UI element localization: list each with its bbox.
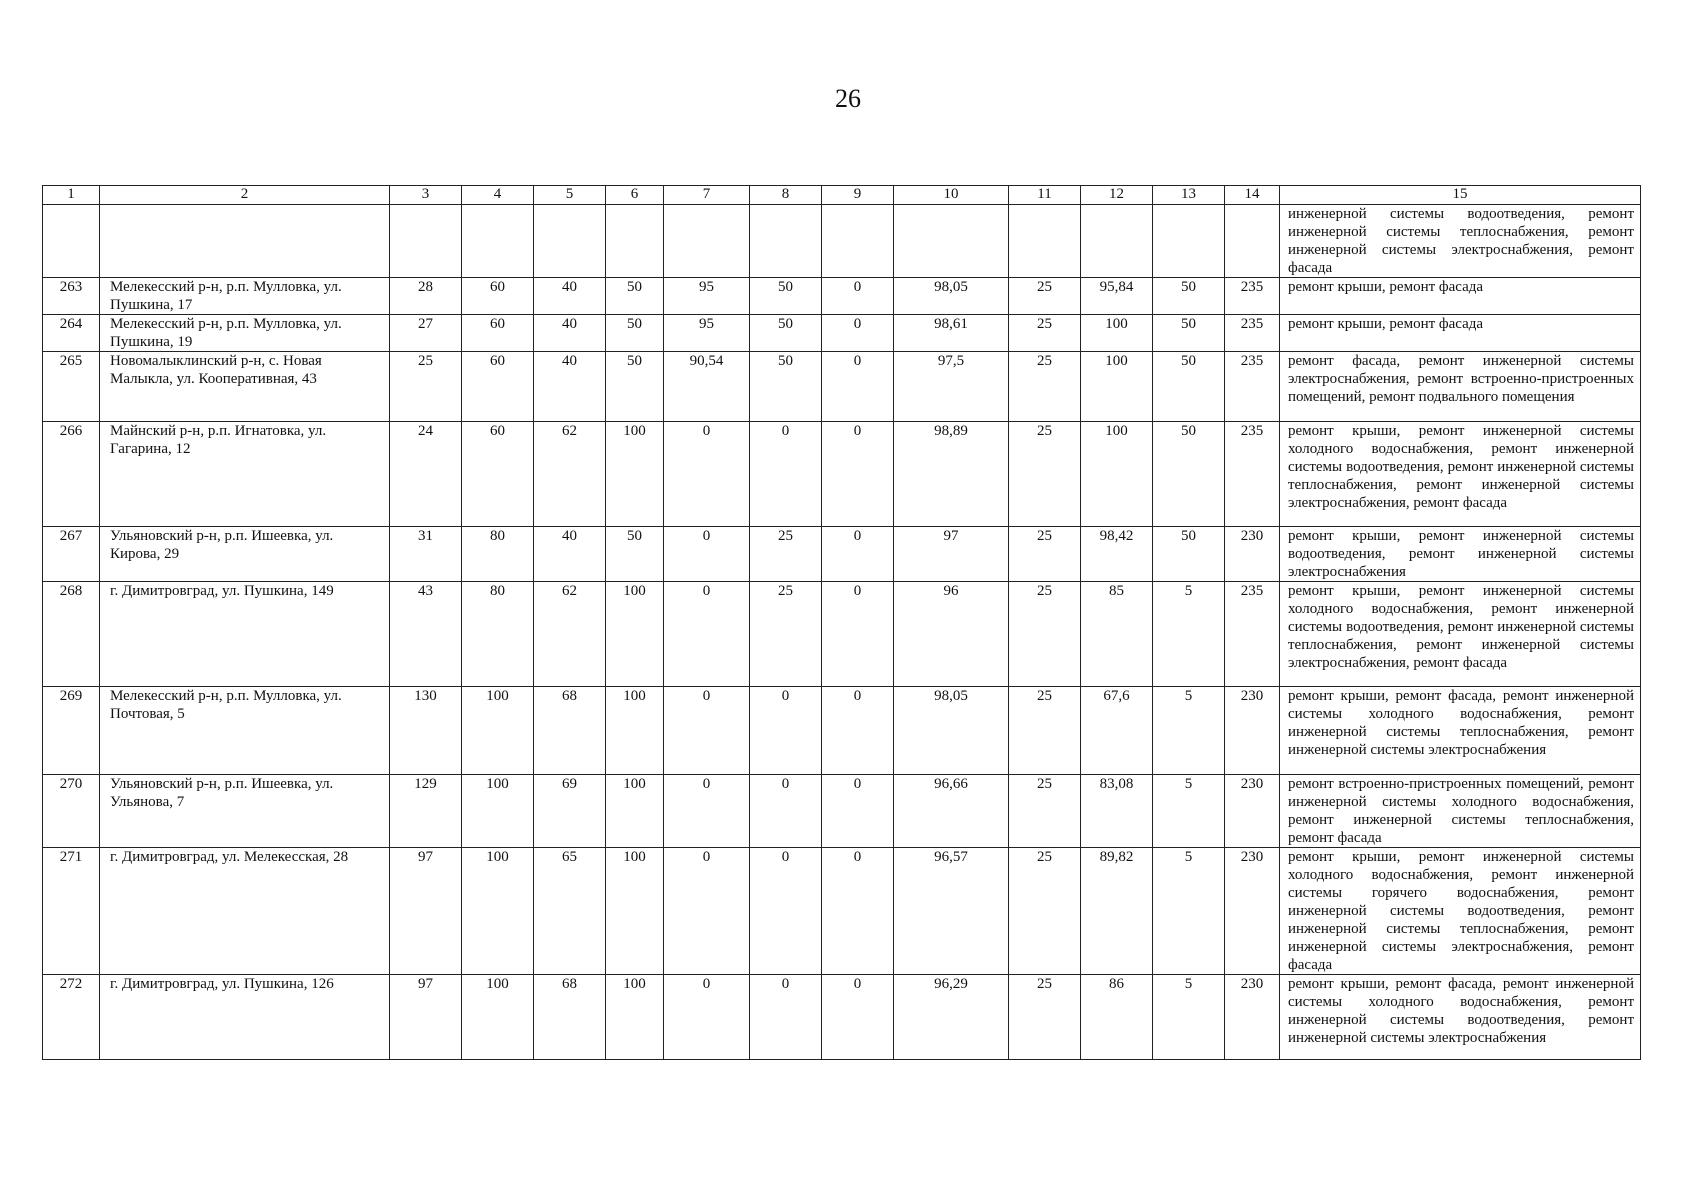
cell-col-8: 50 [750, 315, 822, 352]
cell-col-13: 5 [1153, 975, 1225, 1060]
cell-col-14: 235 [1225, 582, 1280, 687]
cell-empty [606, 205, 664, 278]
cell-col-13: 50 [1153, 527, 1225, 582]
column-header-1: 1 [43, 186, 100, 205]
cell-col-5: 40 [534, 315, 606, 352]
table-row [43, 848, 1641, 975]
cell-empty [1153, 205, 1225, 278]
cell-col-7: 0 [664, 848, 750, 975]
cell-col-8: 50 [750, 352, 822, 422]
cell-col-9: 0 [822, 352, 894, 422]
cell-col-12: 100 [1081, 352, 1153, 422]
cell-col-12: 67,6 [1081, 687, 1153, 775]
column-header-11: 11 [1009, 186, 1081, 205]
repair-schedule-table [42, 185, 1641, 1060]
column-header-4: 4 [462, 186, 534, 205]
cell-empty [894, 205, 1009, 278]
cell-empty [534, 205, 606, 278]
cell-col-7: 0 [664, 775, 750, 848]
cell-col-14: 235 [1225, 422, 1280, 527]
cell-col-10: 96,66 [894, 775, 1009, 848]
cell-col-3: 31 [390, 527, 462, 582]
cell-empty [43, 205, 100, 278]
cell-col-4: 60 [462, 278, 534, 315]
cell-col-10: 96 [894, 582, 1009, 687]
cell-work: ремонт крыши, ремонт инженерной системы холодного водоснабжения, ремонт инженерной системы водоотведения, ремонт инженерной системы теплоснабжения, ремонт инженерной системы электроснабжения, ремонт фасада [1280, 422, 1641, 527]
cell-col-5: 62 [534, 422, 606, 527]
cell-col-14: 230 [1225, 975, 1280, 1060]
cell-col-3: 25 [390, 352, 462, 422]
cell-address: г. Димитровград, ул. Мелекесская, 28 [100, 848, 390, 975]
cell-index: 266 [43, 422, 100, 527]
cell-col-13: 5 [1153, 687, 1225, 775]
cell-col-3: 27 [390, 315, 462, 352]
cell-col-6: 100 [606, 422, 664, 527]
table-row [43, 278, 1641, 315]
cell-work: ремонт крыши, ремонт инженерной системы холодного водоснабжения, ремонт инженерной системы водоотведения, ремонт инженерной системы теплоснабжения, ремонт инженерной системы электроснабжения, ремонт фасада [1280, 582, 1641, 687]
table-row [43, 775, 1641, 848]
cell-col-10: 96,57 [894, 848, 1009, 975]
column-header-3: 3 [390, 186, 462, 205]
cell-col-7: 0 [664, 687, 750, 775]
cell-work: ремонт крыши, ремонт фасада [1280, 315, 1641, 352]
cell-col-6: 50 [606, 315, 664, 352]
column-header-8: 8 [750, 186, 822, 205]
cell-col-11: 25 [1009, 775, 1081, 848]
page-number: 26 [835, 84, 861, 113]
cell-index: 271 [43, 848, 100, 975]
column-header-14: 14 [1225, 186, 1280, 205]
cell-col-8: 50 [750, 278, 822, 315]
cell-address: Ульяновский р-н, р.п. Ишеевка, ул. Кирова, 29 [100, 527, 390, 582]
cell-work: ремонт крыши, ремонт инженерной системы холодного водоснабжения, ремонт инженерной системы горячего водоснабжения, ремонт инженерной системы водоотведения, ремонт инженерной системы теплоснабжения, ремонт инженерной системы электроснабжения, ремонт фасада [1280, 848, 1641, 975]
column-number-row [43, 186, 1641, 205]
cell-col-10: 97,5 [894, 352, 1009, 422]
cell-col-4: 60 [462, 352, 534, 422]
cell-col-10: 96,29 [894, 975, 1009, 1060]
cell-col-7: 95 [664, 315, 750, 352]
cell-empty [750, 205, 822, 278]
cell-col-9: 0 [822, 975, 894, 1060]
cell-col-4: 80 [462, 582, 534, 687]
cell-col-5: 69 [534, 775, 606, 848]
cell-col-5: 40 [534, 527, 606, 582]
cell-address: г. Димитровград, ул. Пушкина, 149 [100, 582, 390, 687]
cell-col-4: 60 [462, 422, 534, 527]
cell-empty [100, 205, 390, 278]
column-header-6: 6 [606, 186, 664, 205]
table-row [43, 975, 1641, 1060]
column-header-13: 13 [1153, 186, 1225, 205]
table-row [43, 687, 1641, 775]
cell-col-5: 68 [534, 687, 606, 775]
cell-col-12: 83,08 [1081, 775, 1153, 848]
cell-col-11: 25 [1009, 975, 1081, 1060]
cell-col-13: 50 [1153, 352, 1225, 422]
cell-empty [1009, 205, 1081, 278]
cell-col-6: 100 [606, 848, 664, 975]
continuation-row [43, 205, 1641, 278]
cell-col-12: 100 [1081, 315, 1153, 352]
cell-col-13: 5 [1153, 848, 1225, 975]
cell-col-6: 50 [606, 527, 664, 582]
cell-col-10: 98,05 [894, 687, 1009, 775]
column-header-12: 12 [1081, 186, 1153, 205]
cell-col-13: 50 [1153, 422, 1225, 527]
cell-col-8: 0 [750, 687, 822, 775]
cell-col-10: 98,05 [894, 278, 1009, 315]
cell-empty [1225, 205, 1280, 278]
cell-address: Ульяновский р-н, р.п. Ишеевка, ул. Ульянова, 7 [100, 775, 390, 848]
cell-index: 269 [43, 687, 100, 775]
cell-col-12: 95,84 [1081, 278, 1153, 315]
cell-col-11: 25 [1009, 278, 1081, 315]
cell-col-3: 97 [390, 975, 462, 1060]
cell-empty [462, 205, 534, 278]
cell-col-9: 0 [822, 315, 894, 352]
cell-col-13: 5 [1153, 775, 1225, 848]
cell-col-13: 50 [1153, 315, 1225, 352]
cell-work: ремонт фасада, ремонт инженерной системы электроснабжения, ремонт встроенно-пристроенных помещений, ремонт подвального помещения [1280, 352, 1641, 422]
cell-index: 263 [43, 278, 100, 315]
cell-col-6: 100 [606, 775, 664, 848]
column-header-10: 10 [894, 186, 1009, 205]
cell-address: г. Димитровград, ул. Пушкина, 126 [100, 975, 390, 1060]
cell-col-6: 100 [606, 582, 664, 687]
cell-col-11: 25 [1009, 687, 1081, 775]
cell-col-8: 25 [750, 582, 822, 687]
cell-col-4: 100 [462, 975, 534, 1060]
column-header-7: 7 [664, 186, 750, 205]
cell-col-13: 50 [1153, 278, 1225, 315]
cell-col-6: 100 [606, 687, 664, 775]
cell-empty [664, 205, 750, 278]
cell-col-8: 0 [750, 775, 822, 848]
cell-index: 268 [43, 582, 100, 687]
cell-col-5: 68 [534, 975, 606, 1060]
cell-col-9: 0 [822, 687, 894, 775]
cell-col-12: 86 [1081, 975, 1153, 1060]
cell-address: Новомалыклинский р-н, с. Новая Малыкла, ул. Кооперативная, 43 [100, 352, 390, 422]
cell-col-9: 0 [822, 582, 894, 687]
column-header-2: 2 [100, 186, 390, 205]
cell-col-4: 60 [462, 315, 534, 352]
cell-col-5: 62 [534, 582, 606, 687]
cell-col-4: 100 [462, 775, 534, 848]
cell-col-8: 0 [750, 975, 822, 1060]
cell-col-9: 0 [822, 422, 894, 527]
cell-col-3: 43 [390, 582, 462, 687]
cell-address: Мелекесский р-н, р.п. Мулловка, ул. Пушкина, 19 [100, 315, 390, 352]
cell-col-10: 98,89 [894, 422, 1009, 527]
cell-col-13: 5 [1153, 582, 1225, 687]
table-row [43, 527, 1641, 582]
cell-col-14: 235 [1225, 278, 1280, 315]
cell-col-11: 25 [1009, 422, 1081, 527]
cell-empty [822, 205, 894, 278]
cell-col-7: 0 [664, 582, 750, 687]
cell-col-9: 0 [822, 848, 894, 975]
column-header-15: 15 [1280, 186, 1641, 205]
cell-col-14: 230 [1225, 848, 1280, 975]
cell-col-10: 97 [894, 527, 1009, 582]
cell-col-5: 40 [534, 278, 606, 315]
cell-col-7: 0 [664, 422, 750, 527]
cell-index: 272 [43, 975, 100, 1060]
cell-work: ремонт крыши, ремонт фасада [1280, 278, 1641, 315]
cell-col-14: 230 [1225, 687, 1280, 775]
cell-col-12: 85 [1081, 582, 1153, 687]
cell-col-9: 0 [822, 527, 894, 582]
cell-col-11: 25 [1009, 315, 1081, 352]
cell-col-3: 129 [390, 775, 462, 848]
table-body [43, 205, 1641, 1060]
cell-address: Мелекесский р-н, р.п. Мулловка, ул. Почтовая, 5 [100, 687, 390, 775]
cell-work: ремонт крыши, ремонт фасада, ремонт инженерной системы холодного водоснабжения, ремонт инженерной системы водоотведения, ремонт инженерной системы электроснабжения [1280, 975, 1641, 1060]
cell-col-8: 0 [750, 848, 822, 975]
cell-col-14: 235 [1225, 315, 1280, 352]
cell-index: 264 [43, 315, 100, 352]
cell-col-4: 100 [462, 687, 534, 775]
table-row [43, 315, 1641, 352]
cell-col-7: 90,54 [664, 352, 750, 422]
cell-col-14: 230 [1225, 527, 1280, 582]
cell-col-7: 0 [664, 527, 750, 582]
cell-col-11: 25 [1009, 848, 1081, 975]
cell-work-continuation: инженерной системы водоотведения, ремонт инженерной системы теплоснабжения, ремонт инженерной системы электроснабжения, ремонт фасада [1280, 205, 1641, 278]
cell-address: Мелекесский р-н, р.п. Мулловка, ул. Пушкина, 17 [100, 278, 390, 315]
cell-work: ремонт крыши, ремонт фасада, ремонт инженерной системы холодного водоснабжения, ремонт инженерной системы теплоснабжения, ремонт инженерной системы электроснабжения [1280, 687, 1641, 775]
column-header-9: 9 [822, 186, 894, 205]
cell-col-7: 95 [664, 278, 750, 315]
cell-col-6: 50 [606, 278, 664, 315]
column-header-5: 5 [534, 186, 606, 205]
cell-col-9: 0 [822, 775, 894, 848]
cell-address: Майнский р-н, р.п. Игнатовка, ул. Гагарина, 12 [100, 422, 390, 527]
cell-col-7: 0 [664, 975, 750, 1060]
cell-empty [1081, 205, 1153, 278]
table-row [43, 582, 1641, 687]
cell-col-14: 230 [1225, 775, 1280, 848]
cell-col-11: 25 [1009, 352, 1081, 422]
cell-col-5: 65 [534, 848, 606, 975]
cell-col-6: 100 [606, 975, 664, 1060]
cell-col-12: 89,82 [1081, 848, 1153, 975]
cell-col-3: 130 [390, 687, 462, 775]
table-row [43, 352, 1641, 422]
cell-col-9: 0 [822, 278, 894, 315]
cell-col-12: 98,42 [1081, 527, 1153, 582]
cell-col-10: 98,61 [894, 315, 1009, 352]
cell-index: 270 [43, 775, 100, 848]
cell-work: ремонт крыши, ремонт инженерной системы водоотведения, ремонт инженерной системы электроснабжения [1280, 527, 1641, 582]
cell-index: 267 [43, 527, 100, 582]
cell-col-14: 235 [1225, 352, 1280, 422]
cell-col-8: 25 [750, 527, 822, 582]
cell-empty [390, 205, 462, 278]
cell-col-6: 50 [606, 352, 664, 422]
cell-col-4: 80 [462, 527, 534, 582]
cell-col-11: 25 [1009, 582, 1081, 687]
cell-col-3: 24 [390, 422, 462, 527]
cell-work: ремонт встроенно-пристроенных помещений, ремонт инженерной системы холодного водоснабжения, ремонт инженерной системы теплоснабжения, ремонт фасада [1280, 775, 1641, 848]
cell-col-8: 0 [750, 422, 822, 527]
cell-col-4: 100 [462, 848, 534, 975]
cell-col-3: 97 [390, 848, 462, 975]
cell-col-3: 28 [390, 278, 462, 315]
cell-col-5: 40 [534, 352, 606, 422]
cell-col-12: 100 [1081, 422, 1153, 527]
cell-index: 265 [43, 352, 100, 422]
cell-col-11: 25 [1009, 527, 1081, 582]
table-row [43, 422, 1641, 527]
